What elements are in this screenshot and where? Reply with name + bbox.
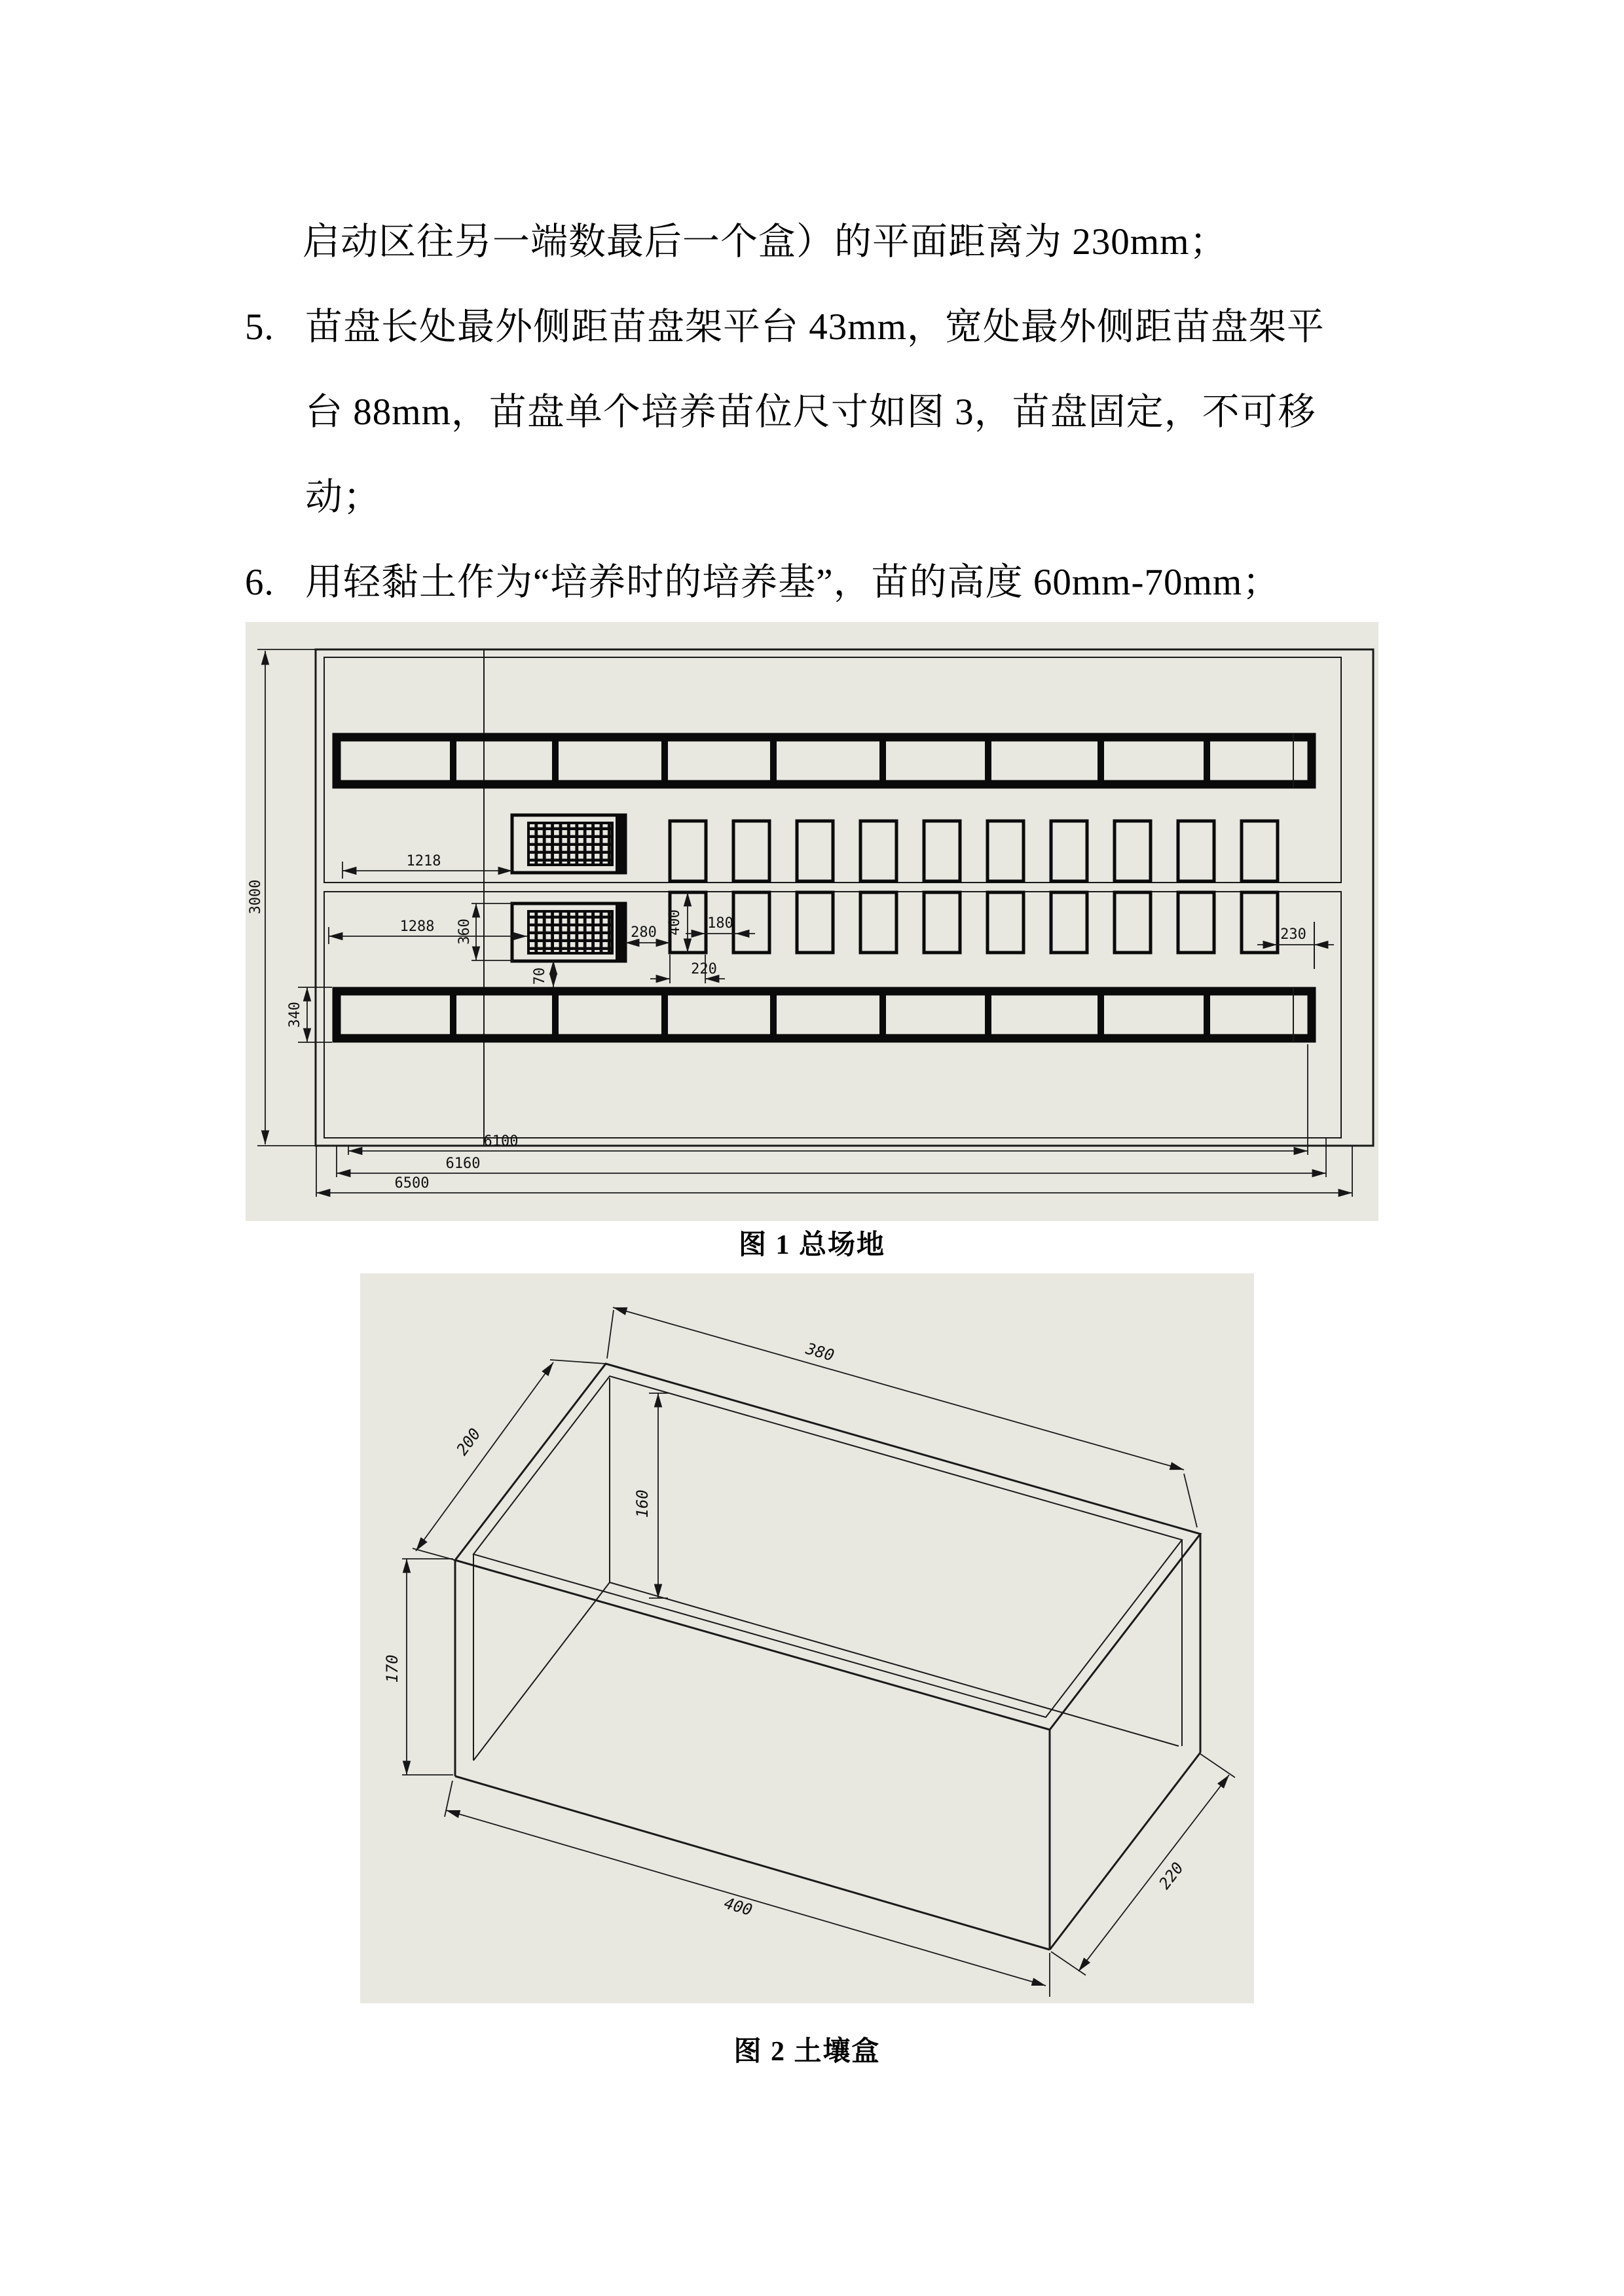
seedling-tray-top bbox=[512, 815, 625, 873]
line-text: 台 88mm，苗盘单个培养苗位尺寸如图 3，苗盘固定，不可移 bbox=[305, 392, 1316, 433]
dim-400: 400 bbox=[667, 909, 683, 936]
dim-340: 340 bbox=[287, 1002, 303, 1028]
figure1-site-drawing bbox=[246, 622, 1378, 1221]
paragraph-line bbox=[305, 389, 1316, 435]
paragraph-line bbox=[305, 474, 381, 520]
line-text: 苗盘长处最外侧距苗盘架平台 43mm，宽处最外侧距苗盘架平 bbox=[305, 306, 1325, 348]
dim-280: 280 bbox=[631, 924, 657, 941]
dim-1288: 1288 bbox=[399, 919, 435, 935]
figure2-caption: 图 2 土壤盒 bbox=[733, 2037, 881, 2067]
dim-170: 170 bbox=[383, 1654, 401, 1683]
dim-200: 200 bbox=[452, 1425, 485, 1459]
list-item-6 bbox=[245, 559, 1280, 606]
line-text: 动； bbox=[305, 477, 381, 518]
list-item-5 bbox=[245, 304, 1325, 350]
dim-380: 380 bbox=[803, 1339, 836, 1365]
figure1-caption: 图 1 总场地 bbox=[738, 1230, 885, 1260]
dim-6500: 6500 bbox=[394, 1175, 430, 1192]
list-number: 5. bbox=[245, 306, 274, 348]
dim-3000: 3000 bbox=[248, 879, 264, 915]
dim-220: 220 bbox=[1155, 1859, 1187, 1893]
dim-70: 70 bbox=[532, 967, 548, 985]
dim-180: 180 bbox=[707, 915, 733, 932]
list-number: 6. bbox=[245, 562, 274, 603]
dim-6100: 6100 bbox=[483, 1133, 519, 1150]
figure1-svg bbox=[246, 622, 1378, 1221]
dim-230: 230 bbox=[1280, 926, 1306, 943]
dim-6160: 6160 bbox=[445, 1156, 481, 1172]
paragraph-line bbox=[303, 219, 1227, 265]
line-text: 用轻黏土作为“培养时的培养基”，苗的高度 60mm-70mm； bbox=[305, 562, 1281, 603]
figure2-svg bbox=[360, 1273, 1254, 2003]
dim-160: 160 bbox=[633, 1489, 652, 1518]
dim-1218: 1218 bbox=[406, 853, 441, 869]
seedling-tray-bottom bbox=[512, 903, 625, 961]
dim-360: 360 bbox=[456, 919, 473, 945]
line-text: 启动区往另一端数最后一个盒）的平面距离为 230mm； bbox=[303, 221, 1228, 263]
figure2-soilbox-drawing bbox=[360, 1273, 1254, 2003]
dim-400: 400 bbox=[722, 1893, 754, 1920]
dim-220: 220 bbox=[691, 961, 717, 977]
